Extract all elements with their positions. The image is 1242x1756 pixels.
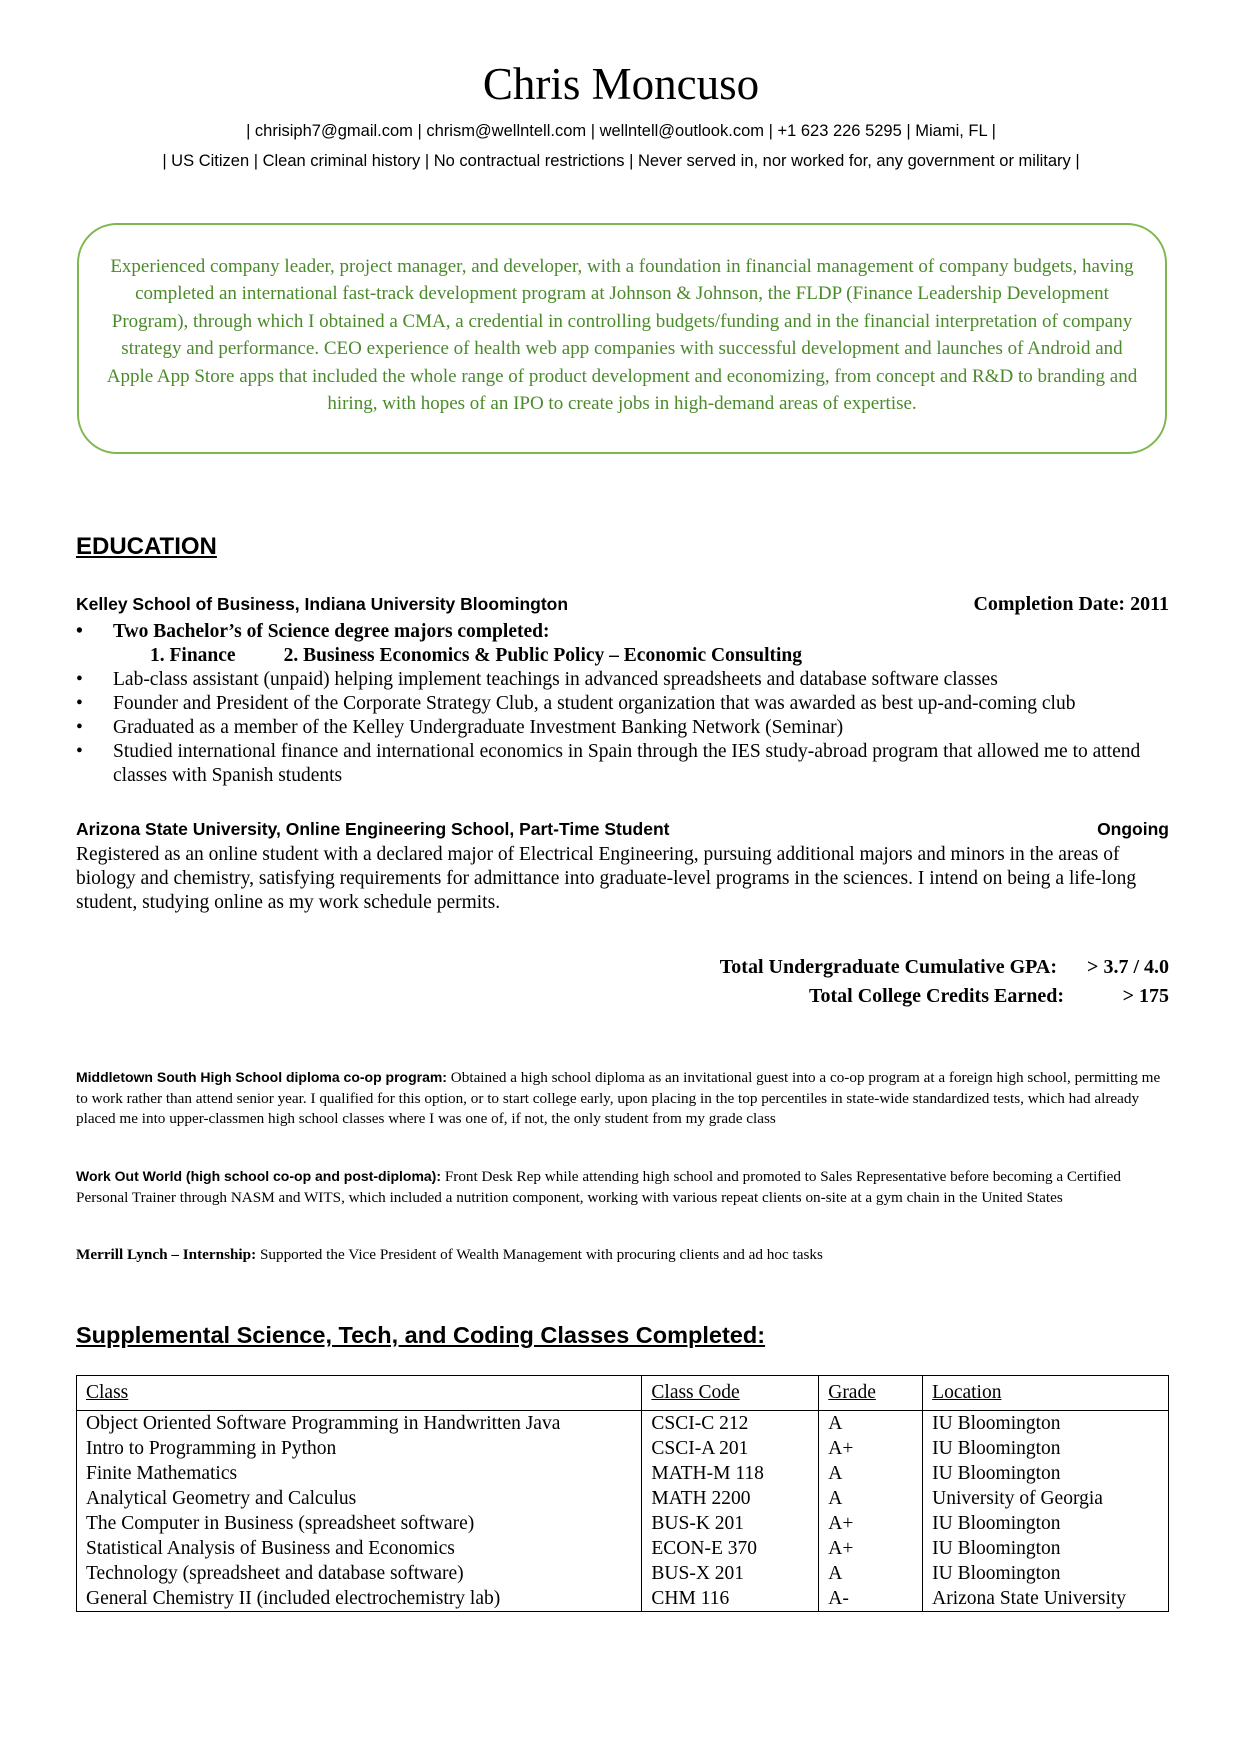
status-line: | US Citizen | Clean criminal history | No contractual restrictions | Never served in, nor worked for, any government or military | — [162, 152, 1080, 170]
class-code: ECON-E 370 — [642, 1536, 819, 1561]
entry-text: Front Desk Rep while attending high school and promoted to Sales Representative before becoming a Certified Personal Trainer through NASM and WITS, which included a nutrition component, working with various repeat clients on-site at a gym chain in the United States — [76, 1168, 1121, 1206]
entry-text: Supported the Vice President of Wealth Management with procuring clients and ad hoc tasks — [256, 1246, 823, 1263]
class-code: BUS-X 201 — [642, 1561, 819, 1586]
class-name: Intro to Programming in Python — [77, 1436, 642, 1461]
class-location: IU Bloomington — [923, 1411, 1169, 1437]
degree-line: Two Bachelor’s of Science degree majors completed: — [113, 621, 550, 642]
column-header: Grade — [819, 1376, 923, 1411]
class-code: MATH-M 118 — [642, 1461, 819, 1486]
list-item — [76, 668, 1176, 692]
bullet-text: Studied international finance and international economics in Spain through the IES study-abroad program that allowed me to attend classes with Spanish students — [113, 741, 1141, 786]
bullet-icon: • — [76, 693, 83, 714]
bullet-icon: • — [76, 621, 83, 642]
kelley-bullet-list — [76, 620, 1176, 788]
gpa-row — [720, 956, 1169, 979]
kelley-completion-date: Completion Date: 2011 — [973, 593, 1169, 615]
table-row — [77, 1461, 1169, 1486]
entry-text: Obtained a high school diploma as an invitational guest into a co-op program at a foreign high school, permitting me to work rather than attend senior year. I qualified for this option, or to start college early, upon placing in the top percentiles in state-wide standardized tests, which had already placed me into upper-classmen high school classes where I was one of, if not, the only student from my grade class — [76, 1069, 1161, 1127]
bullet-text: Graduated as a member of the Kelley Undergraduate Investment Banking Network (Seminar) — [113, 717, 844, 738]
bullet-icon: • — [76, 741, 83, 762]
class-location: IU Bloomington — [923, 1436, 1169, 1461]
table-row — [77, 1586, 1169, 1612]
class-grade: A- — [819, 1586, 923, 1612]
class-name: General Chemistry II (included electrochemistry lab) — [77, 1586, 642, 1612]
class-location: University of Georgia — [923, 1486, 1169, 1511]
class-grade: A — [819, 1411, 923, 1437]
table-row — [77, 1411, 1169, 1437]
asu-status: Ongoing — [1097, 819, 1169, 839]
resume-name: Chris Moncuso — [482, 59, 760, 109]
class-code: MATH 2200 — [642, 1486, 819, 1511]
kelley-school-name: Kelley School of Business, Indiana University Bloomington — [76, 594, 569, 614]
class-name: Technology (spreadsheet and database software) — [77, 1561, 642, 1586]
bullet-icon: • — [76, 717, 83, 738]
table-header-row — [77, 1376, 1169, 1411]
merrill-lynch-entry — [76, 1245, 1166, 1266]
bullet-text: Lab-class assistant (unpaid) helping implement teachings in advanced spreadsheets and database software classes — [113, 669, 998, 690]
table-row — [77, 1561, 1169, 1586]
table-row — [77, 1511, 1169, 1536]
class-location: IU Bloomington — [923, 1561, 1169, 1586]
asu-school-name: Arizona State University, Online Engineering School, Part-Time Student — [76, 819, 670, 839]
class-name: Finite Mathematics — [77, 1461, 642, 1486]
class-grade: A+ — [819, 1436, 923, 1461]
asu-description: Registered as an online student with a declared major of Electrical Engineering, pursuing additional majors and minors in the areas of biology and chemistry, satisfying requirements for admittance into graduate-level programs in the sciences. I intend on being a life-long student, studying online as my work schedule permits. — [76, 844, 1137, 913]
class-grade: A — [819, 1561, 923, 1586]
high-school-entry — [76, 1067, 1166, 1130]
class-location: IU Bloomington — [923, 1461, 1169, 1486]
bullet-text: Founder and President of the Corporate Strategy Club, a student organization that was awarded as best up-and-coming club — [113, 693, 1076, 714]
bullet-icon: • — [76, 669, 83, 690]
class-code: CSCI-C 212 — [642, 1411, 819, 1437]
education-heading: EDUCATION — [76, 533, 217, 560]
table-row — [77, 1486, 1169, 1511]
class-location: IU Bloomington — [923, 1511, 1169, 1536]
major-finance: 1. Finance — [150, 645, 236, 666]
contact-line: | chrisiph7@gmail.com | chrism@wellntell.com | wellntell@outlook.com | +1 623 226 5295 | Miami, FL | — [246, 122, 996, 140]
entry-lead: Middletown South High School diploma co-op program: — [76, 1069, 447, 1085]
class-code: CSCI-A 201 — [642, 1436, 819, 1461]
class-code: BUS-K 201 — [642, 1511, 819, 1536]
majors-line — [76, 644, 1176, 668]
class-location: Arizona State University — [923, 1586, 1169, 1612]
class-location: IU Bloomington — [923, 1536, 1169, 1561]
credits-value: > 175 — [1122, 985, 1169, 1007]
column-header: Class Code — [642, 1376, 819, 1411]
table-row — [77, 1536, 1169, 1561]
work-out-world-entry — [76, 1166, 1166, 1208]
summary-box — [77, 223, 1167, 454]
table-row — [77, 1436, 1169, 1461]
class-name: Statistical Analysis of Business and Economics — [77, 1536, 642, 1561]
list-item — [76, 692, 1176, 716]
gpa-label: Total Undergraduate Cumulative GPA: — [719, 956, 1057, 978]
credits-row — [809, 985, 1169, 1008]
class-code: CHM 116 — [642, 1586, 819, 1612]
classes-table — [76, 1375, 1169, 1612]
entry-lead: Work Out World (high school co-op and post-diploma): — [76, 1168, 442, 1184]
column-header: Location — [923, 1376, 1169, 1411]
credits-label: Total College Credits Earned: — [809, 985, 1064, 1007]
class-grade: A — [819, 1461, 923, 1486]
class-name: The Computer in Business (spreadsheet software) — [77, 1511, 642, 1536]
classes-heading: Supplemental Science, Tech, and Coding Classes Completed: — [76, 1322, 766, 1348]
list-item — [76, 740, 1176, 788]
class-grade: A+ — [819, 1536, 923, 1561]
major-economics: 2. Business Economics & Public Policy – Economic Consulting — [283, 645, 803, 666]
list-item — [76, 620, 1176, 644]
class-name: Object Oriented Software Programming in Handwritten Java — [77, 1411, 642, 1437]
entry-lead: Merrill Lynch – Internship: — [76, 1246, 257, 1263]
list-item — [76, 716, 1176, 740]
class-grade: A+ — [819, 1511, 923, 1536]
column-header: Class — [77, 1376, 642, 1411]
class-grade: A — [819, 1486, 923, 1511]
class-name: Analytical Geometry and Calculus — [77, 1486, 642, 1511]
summary-text: Experienced company leader, project manager, and developer, with a foundation in financial management of company budgets, having completed an international fast-track development program at Johnson & Johnson, the FLDP (Finance Leadership Development Program), through which I obtained a CMA, a credential in controlling budgets/funding and in the financial interpretation of company strategy and performance. CEO experience of health web app companies with successful development and launches of Android and Apple App Store apps that included the whole range of product development and economizing, from concept and R&D to branding and hiring, with hopes of an IPO to create jobs in high-demand areas of expertise. — [106, 256, 1138, 415]
gpa-value: > 3.7 / 4.0 — [1087, 956, 1169, 978]
